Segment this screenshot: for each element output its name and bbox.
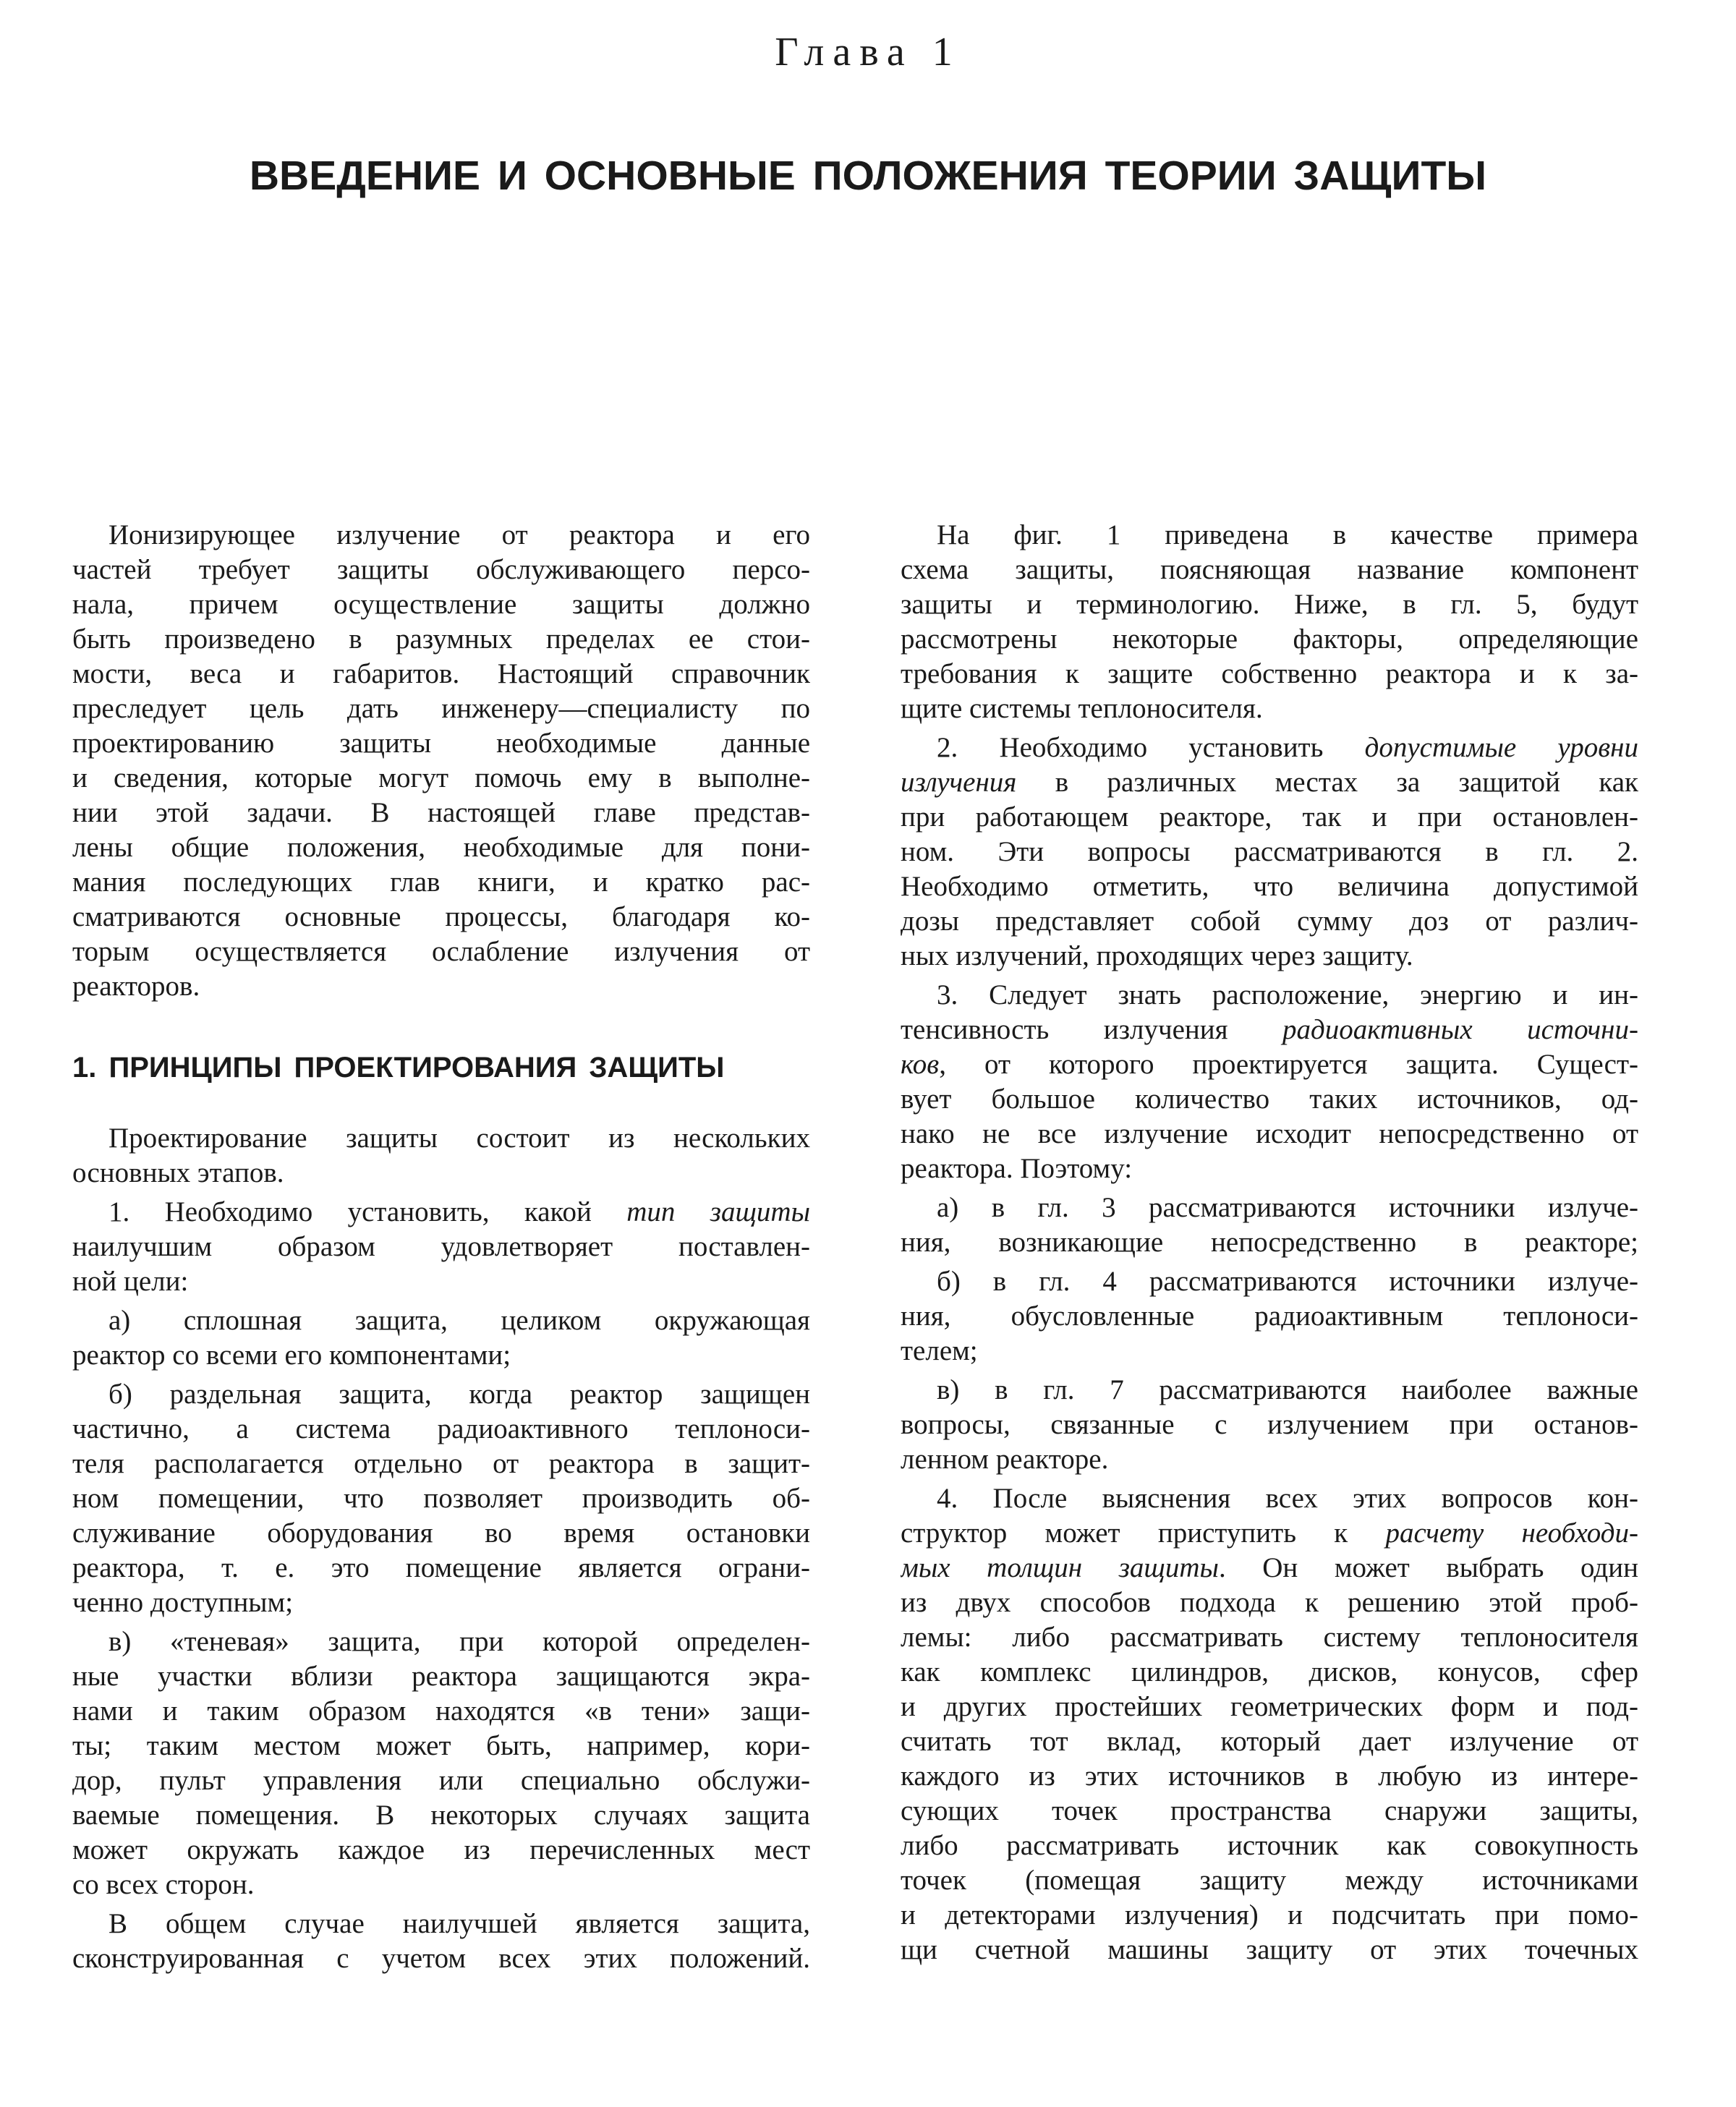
- emphasis-text: радиоактивных источни-: [1282, 1014, 1638, 1045]
- chapter-label: Глава 1: [775, 30, 961, 75]
- text-line: б) раздельная защита, когда реактор защищен: [109, 1379, 810, 1410]
- text-line: Ионизирующее излучение от реактора и его: [109, 519, 810, 550]
- text-line: ты; таким местом может быть, например, кори-: [72, 1730, 810, 1761]
- text-line: и детекторами излучения) и подсчитать при помо-: [901, 1899, 1638, 1931]
- text-line: преследует цель дать инженеру—специалисту по: [72, 693, 810, 724]
- text-line: частей требует защиты обслуживающего персо-: [72, 554, 810, 585]
- section-heading: 1. ПРИНЦИПЫ ПРОЕКТИРОВАНИЯ ЗАЩИТЫ: [72, 1052, 725, 1084]
- text-line: теля располагается отдельно от реактора в защит-: [72, 1448, 810, 1479]
- text-line: а) в гл. 3 рассматриваются источники излуче-: [937, 1192, 1638, 1223]
- text-line: требования к защите собственно реактора и к за-: [901, 658, 1638, 689]
- text-line: ных излучений, проходящих через защиту.: [901, 940, 1413, 971]
- text-run: 2. Необходимо установить: [937, 732, 1365, 763]
- text-line: рассмотрены некоторые факторы, определяющие: [901, 623, 1638, 655]
- text-line: проектированию защиты необходимые данные: [72, 728, 810, 759]
- list-item: [901, 1191, 1638, 1260]
- text-line: сующих точек пространства снаружи защиты,: [901, 1795, 1638, 1826]
- text-line: в) в гл. 7 рассматриваются наиболее важные: [937, 1374, 1638, 1405]
- text-run: . Он может выбрать один: [1218, 1552, 1638, 1583]
- text-run: , от которого проектируется защита. Сущест-: [939, 1049, 1638, 1080]
- left-column: [72, 518, 810, 1980]
- text-line: защиты и терминологию. Ниже, в гл. 5, будут: [901, 589, 1638, 620]
- text-line: ченно доступным;: [72, 1587, 294, 1618]
- text-line: служивание оборудования во время остановки: [72, 1518, 810, 1549]
- text-line: реактора, т. е. это помещение является ограни-: [72, 1552, 810, 1583]
- emphasis-text: ков: [901, 1049, 940, 1080]
- section-heading-block: [72, 1008, 810, 1121]
- text-line: либо рассматривать источник как совокупность: [901, 1830, 1638, 1861]
- list-item: [72, 1625, 810, 1902]
- text-line: лемы: либо рассматривать систему теплоносителя: [901, 1622, 1638, 1653]
- text-line: точек (помещая защиту между источниками: [901, 1865, 1638, 1896]
- text-line: может окружать каждое из перечисленных мест: [72, 1834, 810, 1865]
- list-item: [72, 1377, 810, 1620]
- emphasis-text: допустимые уровни: [1364, 732, 1638, 763]
- text-line: [901, 1013, 1638, 1047]
- emphasis-text: расчету необходи-: [1385, 1518, 1638, 1549]
- paragraph: [72, 1121, 810, 1191]
- text-line: вует большое количество таких источников, од-: [901, 1084, 1638, 1115]
- text-line: сматриваются основные процессы, благодаря ко-: [72, 901, 810, 932]
- text-line: ном помещении, что позволяет производить об-: [72, 1483, 810, 1514]
- text-line: ния, обусловленные радиоактивным теплоноси-: [901, 1301, 1638, 1332]
- text-line: и других простейших геометрических форм и под-: [901, 1691, 1638, 1722]
- paragraph: [901, 518, 1638, 726]
- text-line: [901, 1516, 1638, 1551]
- text-run: 1. Необходимо установить, какой: [109, 1196, 627, 1227]
- chapter-title: ВВЕДЕНИЕ И ОСНОВНЫЕ ПОЛОЖЕНИЯ ТЕОРИИ ЗАЩИТЫ: [249, 153, 1487, 199]
- paragraph: [72, 1195, 810, 1299]
- text-line: мости, веса и габаритов. Настоящий справочник: [72, 658, 810, 689]
- text-line: телем;: [901, 1335, 978, 1366]
- text-line: дор, пульт управления или специально обслужи-: [72, 1765, 810, 1796]
- text-line: Проектирование защиты состоит из нескольких: [109, 1123, 810, 1154]
- list-item: [72, 1303, 810, 1373]
- text-line: мания последующих глав книги, и кратко рас-: [72, 867, 810, 898]
- text-line: нии этой задачи. В настоящей главе представ-: [72, 797, 810, 828]
- paragraph: [901, 978, 1638, 1186]
- text-run: структор может приступить к: [901, 1518, 1386, 1549]
- text-line: [901, 731, 1638, 765]
- text-line: [901, 1047, 1638, 1082]
- text-line: щи счетной машины защиту от этих точечных: [901, 1934, 1638, 1965]
- text-line: ленном реакторе.: [901, 1444, 1109, 1475]
- text-line: схема защиты, поясняющая название компонент: [901, 554, 1638, 585]
- text-line: Необходимо отметить, что величина допустимой: [901, 871, 1638, 902]
- emphasis-text: излучения: [901, 767, 1017, 798]
- right-column: [901, 518, 1638, 1972]
- text-line: торым осуществляется ослабление излучения от: [72, 936, 810, 967]
- text-run: тенсивность излучения: [901, 1014, 1283, 1045]
- text-line: и сведения, которые могут помочь ему в выполне-: [72, 762, 810, 793]
- intro-paragraph: [72, 518, 810, 1004]
- text-line: лены общие положения, необходимые для пони-: [72, 832, 810, 863]
- list-item: [901, 1264, 1638, 1369]
- text-line: ные участки вблизи реактора защищаются экра-: [72, 1661, 810, 1692]
- emphasis-text: мых толщин защиты: [901, 1552, 1219, 1583]
- text-line: щите системы теплоносителя.: [901, 693, 1263, 724]
- list-item: [901, 1373, 1638, 1477]
- text-line: со всех сторон.: [72, 1869, 255, 1900]
- text-line: основных этапов.: [72, 1157, 284, 1188]
- text-line: ваемые помещения. В некоторых случаях защита: [72, 1800, 810, 1831]
- text-line: 4. После выяснения всех этих вопросов кон-: [937, 1483, 1638, 1514]
- emphasis-text: тип защиты: [626, 1196, 810, 1227]
- text-line: быть произведено в разумных пределах ее стои-: [72, 623, 810, 655]
- text-line: [901, 1551, 1638, 1585]
- text-line: ной цели:: [72, 1266, 189, 1297]
- text-line: На фиг. 1 приведена в качестве примера: [937, 519, 1638, 550]
- text-line: нала, причем осуществление защиты должно: [72, 589, 810, 620]
- paragraph: [72, 1907, 810, 1976]
- text-line: при работающем реакторе, так и при остановлен-: [901, 801, 1638, 833]
- text-line: реактор со всеми его компонентами;: [72, 1340, 511, 1371]
- text-line: как комплекс цилиндров, дисков, конусов, сфер: [901, 1656, 1638, 1687]
- paragraph: [901, 731, 1638, 974]
- text-line: нами и таким образом находятся «в тени» защи-: [72, 1695, 810, 1727]
- text-line: в) «теневая» защита, при которой определен-: [109, 1626, 810, 1657]
- text-line: считать тот вклад, который дает излучение от: [901, 1726, 1638, 1757]
- text-line: вопросы, связанные с излучением при останов-: [901, 1409, 1638, 1440]
- text-line: каждого из этих источников в любую из интере-: [901, 1761, 1638, 1792]
- text-line: а) сплошная защита, целиком окружающая: [109, 1305, 810, 1336]
- text-line: ном. Эти вопросы рассматриваются в гл. 2.: [901, 836, 1638, 867]
- text-line: [72, 1195, 810, 1230]
- text-line: частично, а система радиоактивного теплоноси-: [72, 1413, 810, 1444]
- text-line: 3. Следует знать расположение, энергию и ин-: [937, 979, 1638, 1010]
- text-line: [901, 765, 1638, 800]
- text-line: наилучшим образом удовлетворяет поставлен-: [72, 1231, 810, 1262]
- text-line: из двух способов подхода к решению этой проб-: [901, 1587, 1638, 1618]
- text-run: в различных местах за защитой как: [1016, 767, 1638, 798]
- text-line: В общем случае наилучшей является защита,: [109, 1908, 810, 1939]
- text-line: ния, возникающие непосредственно в реакторе;: [901, 1227, 1638, 1258]
- text-line: б) в гл. 4 рассматриваются источники излуче-: [937, 1266, 1638, 1297]
- text-line: реактора. Поэтому:: [901, 1153, 1133, 1184]
- text-line: сконструированная с учетом всех этих положений.: [72, 1943, 810, 1974]
- text-line: дозы представляет собой сумму доз от различ-: [901, 906, 1638, 937]
- paragraph: [901, 1481, 1638, 1967]
- text-line: нако не все излучение исходит непосредственно от: [901, 1118, 1638, 1149]
- text-line: реакторов.: [72, 971, 200, 1002]
